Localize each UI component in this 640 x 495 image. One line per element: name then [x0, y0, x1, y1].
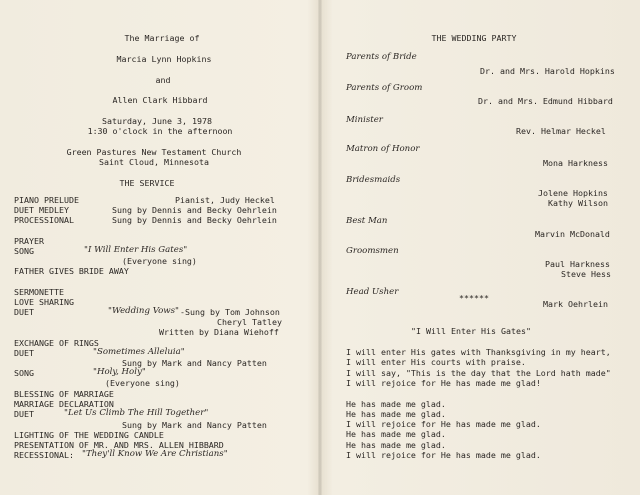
prayer-label: PRAYER: [14, 236, 44, 246]
blessing-label: BLESSING OF MARRIAGE: [14, 389, 114, 399]
lyric-line: He has made me glad.: [346, 408, 446, 419]
best-man-name: Marvin McDonald: [535, 229, 610, 239]
duet2-label: DUET: [14, 348, 34, 358]
parents-groom-label: Parents of Groom: [346, 83, 423, 93]
page-fold: [318, 0, 322, 495]
bridesmaids-label: Bridesmaids: [346, 175, 401, 185]
service-heading: THE SERVICE: [119, 178, 175, 188]
minister-label: Minister: [346, 115, 383, 125]
sermonette-label: SERMONETTE: [14, 287, 64, 297]
duet3-label: DUET: [14, 409, 34, 419]
matron-label: Matron of Honor: [346, 144, 420, 154]
presentation-label: PRESENTATION OF MR. AND MRS. ALLEN HIBBARD: [14, 440, 224, 450]
duet1-title: "Wedding Vows": [108, 306, 179, 316]
song1-note: (Everyone sing): [122, 256, 197, 266]
groomsman-1: Paul Harkness: [545, 259, 610, 269]
recessional-label: RECESSIONAL:: [14, 450, 74, 460]
duet-medley-label: DUET MEDLEY: [14, 205, 69, 215]
matron-name: Mona Harkness: [543, 158, 608, 168]
bridesmaid-2: Kathy Wilson: [548, 198, 608, 208]
church-name: Green Pastures New Testament Church: [66, 147, 242, 157]
groomsman-2: Steve Hess: [561, 269, 611, 279]
minister-name: Rev. Helmar Heckel: [516, 126, 606, 136]
wedding-party-heading: THE WEDDING PARTY: [431, 33, 517, 43]
song-title: "I Will Enter His Gates": [411, 326, 531, 336]
love-sharing-label: LOVE SHARING: [14, 297, 74, 307]
duet2-title: "Sometimes Alleluia": [93, 347, 185, 357]
piano-prelude-detail: Pianist, Judy Heckel: [175, 195, 275, 205]
and-word: and: [155, 75, 171, 85]
parents-bride-label: Parents of Bride: [346, 52, 417, 62]
wedding-date: Saturday, June 3, 1978: [102, 116, 212, 126]
church-city: Saint Cloud, Minnesota: [99, 157, 209, 167]
lyric-line: I will rejoice for He has made me glad.: [346, 450, 541, 460]
duet1-writer: Written by Diana Wiehoff: [159, 327, 279, 337]
song2-label: SONG: [14, 368, 34, 378]
exchange-rings-label: EXCHANGE OF RINGS: [14, 338, 99, 348]
groom-name: Allen Clark Hibbard: [112, 95, 208, 105]
declaration-label: MARRIAGE DECLARATION: [14, 399, 114, 409]
duet1-singer2: Cheryl Tatley: [217, 317, 282, 327]
duet1-singers: -Sung by Tom Johnson: [180, 307, 280, 317]
parents-groom-name: Dr. and Mrs. Edmund Hibbard: [478, 96, 613, 106]
divider-stars: ******: [459, 293, 489, 303]
bride-name: Marcia Lynn Hopkins: [116, 54, 212, 64]
song1-title: "I Will Enter His Gates": [84, 245, 188, 255]
song1-label: SONG: [14, 246, 34, 256]
recessional-title: "They'll Know We Are Christians": [82, 449, 228, 459]
duet3-singers: Sung by Mark and Nancy Patten: [122, 420, 267, 430]
lyric-line: I will rejoice for He has made me glad!: [346, 377, 541, 388]
head-usher-name: Mark Oehrlein: [543, 299, 608, 309]
lyric-line: I will enter His gates with Thanksgiving in my heart,: [346, 347, 611, 357]
best-man-label: Best Man: [346, 216, 388, 226]
duet3-title: "Let Us Climb The Hill Together": [64, 408, 209, 418]
program-title: The Marriage of: [124, 33, 200, 43]
duet-medley-detail: Sung by Dennis and Becky Oehrlein: [112, 205, 277, 215]
father-gives-bride-label: FATHER GIVES BRIDE AWAY: [14, 266, 129, 276]
duet1-label: DUET: [14, 307, 34, 317]
duet2-singers: Sung by Mark and Nancy Patten: [122, 358, 267, 368]
parents-bride-name: Dr. and Mrs. Harold Hopkins: [480, 66, 615, 76]
piano-prelude-label: PIANO PRELUDE: [14, 195, 79, 205]
processional-label: PROCESSIONAL: [14, 215, 74, 225]
lyric-line: I will say, "This is the day that the Lord hath made": [346, 367, 611, 378]
song2-note: (Everyone sing): [105, 378, 180, 388]
head-usher-label: Head Usher: [346, 287, 399, 297]
groomsmen-label: Groomsmen: [346, 246, 399, 256]
wedding-time: 1:30 o'clock in the afternoon: [87, 126, 233, 136]
song2-title: "Holy, Holy": [93, 367, 146, 377]
lyric-line: He has made me glad.: [346, 429, 446, 440]
lyric-line: He has made me glad.: [346, 398, 446, 409]
bridesmaid-1: Jolene Hopkins: [538, 188, 608, 198]
lyric-line: He has made me glad.: [346, 439, 446, 450]
processional-detail: Sung by Dennis and Becky Oehrlein: [112, 215, 277, 225]
candle-label: LIGHTING OF THE WEDDING CANDLE: [14, 430, 164, 440]
lyric-line: I will enter His courts with praise.: [346, 357, 526, 368]
lyric-line: I will rejoice for He has made me glad.: [346, 419, 541, 430]
